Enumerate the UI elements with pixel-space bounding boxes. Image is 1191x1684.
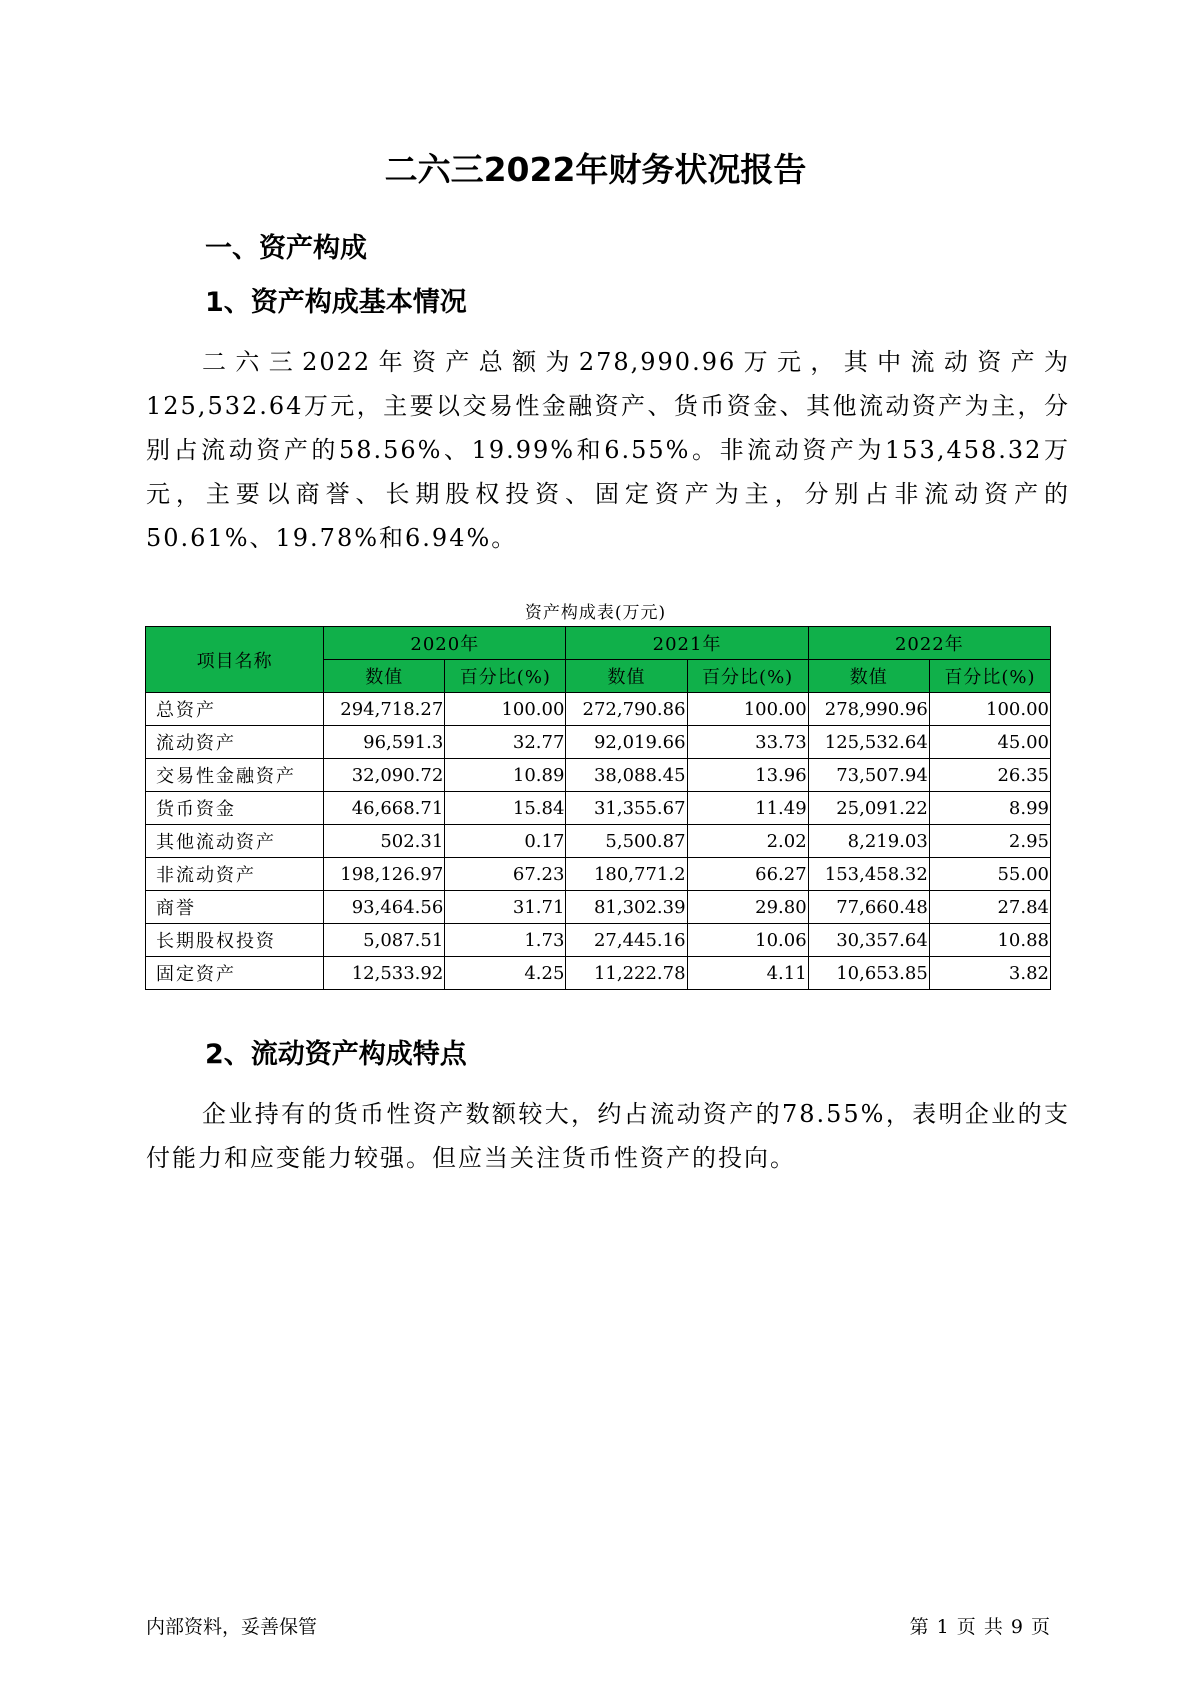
cell-value: 93,464.56 <box>324 891 445 924</box>
cell-value: 32,090.72 <box>324 759 445 792</box>
row-item-name: 长期股权投资 <box>146 924 324 957</box>
cell-percent: 45.00 <box>929 726 1050 759</box>
paragraph-basic: 二六三2022年资产总额为278,990.96万元，其中流动资产为125,532.64万元，主要以交易性金融资产、货币资金、其他流动资产为主，分别占流动资产的58.56%、19.99%和6.55%。非流动资产为153,458.32万元，主要以商誉、长期股权投资、固定资产为主，分别占非流动资产的50.61%、19.78%和6.94%。 <box>146 348 1070 552</box>
cell-value: 11,222.78 <box>566 957 687 990</box>
header-year-2021: 2021年 <box>566 627 808 660</box>
cell-percent: 26.35 <box>929 759 1050 792</box>
row-item-name: 商誉 <box>146 891 324 924</box>
cell-percent: 13.96 <box>687 759 808 792</box>
cell-value: 272,790.86 <box>566 693 687 726</box>
cell-value: 27,445.16 <box>566 924 687 957</box>
cell-value: 10,653.85 <box>808 957 929 990</box>
cell-value: 73,507.94 <box>808 759 929 792</box>
cell-percent: 11.49 <box>687 792 808 825</box>
section-heading-asset-composition: 一、资产构成 <box>205 233 367 264</box>
header-percent: 百分比(%) <box>929 660 1050 693</box>
cell-percent: 10.89 <box>445 759 566 792</box>
table-row <box>146 792 1051 825</box>
table-row <box>146 759 1051 792</box>
cell-value: 96,591.3 <box>324 726 445 759</box>
asset-composition-table <box>145 626 1051 990</box>
cell-percent: 31.71 <box>445 891 566 924</box>
header-value: 数值 <box>324 660 445 693</box>
cell-percent: 3.82 <box>929 957 1050 990</box>
cell-percent: 4.25 <box>445 957 566 990</box>
cell-value: 25,091.22 <box>808 792 929 825</box>
row-item-name: 总资产 <box>146 693 324 726</box>
header-value: 数值 <box>566 660 687 693</box>
cell-percent: 10.88 <box>929 924 1050 957</box>
cell-percent: 10.06 <box>687 924 808 957</box>
cell-percent: 4.11 <box>687 957 808 990</box>
row-item-name: 非流动资产 <box>146 858 324 891</box>
cell-percent: 33.73 <box>687 726 808 759</box>
cell-percent: 32.77 <box>445 726 566 759</box>
table-row <box>146 726 1051 759</box>
table-row <box>146 693 1051 726</box>
cell-value: 153,458.32 <box>808 858 929 891</box>
table-row <box>146 891 1051 924</box>
cell-value: 278,990.96 <box>808 693 929 726</box>
cell-percent: 2.95 <box>929 825 1050 858</box>
row-item-name: 货币资金 <box>146 792 324 825</box>
cell-value: 31,355.67 <box>566 792 687 825</box>
cell-percent: 100.00 <box>687 693 808 726</box>
cell-percent: 2.02 <box>687 825 808 858</box>
header-year-2020: 2020年 <box>324 627 566 660</box>
header-percent: 百分比(%) <box>687 660 808 693</box>
cell-percent: 100.00 <box>929 693 1050 726</box>
cell-percent: 29.80 <box>687 891 808 924</box>
footer-page-number: 第 1 页 共 9 页 <box>909 1616 1051 1638</box>
cell-value: 8,219.03 <box>808 825 929 858</box>
row-item-name: 流动资产 <box>146 726 324 759</box>
cell-percent: 8.99 <box>929 792 1050 825</box>
header-percent: 百分比(%) <box>445 660 566 693</box>
header-year-2022: 2022年 <box>808 627 1050 660</box>
row-item-name: 交易性金融资产 <box>146 759 324 792</box>
cell-percent: 67.23 <box>445 858 566 891</box>
cell-percent: 55.00 <box>929 858 1050 891</box>
cell-value: 46,668.71 <box>324 792 445 825</box>
subsection-heading-basic: 1、资产构成基本情况 <box>205 287 467 318</box>
cell-percent: 27.84 <box>929 891 1050 924</box>
row-item-name: 其他流动资产 <box>146 825 324 858</box>
paragraph-current-assets: 企业持有的货币性资产数额较大，约占流动资产的78.55%，表明企业的支付能力和应变能力较强。但应当关注货币性资产的投向。 <box>146 1100 1070 1172</box>
row-item-name: 固定资产 <box>146 957 324 990</box>
table-header-row-years <box>146 627 1051 660</box>
table-row <box>146 924 1051 957</box>
cell-value: 12,533.92 <box>324 957 445 990</box>
table-row <box>146 825 1051 858</box>
cell-value: 198,126.97 <box>324 858 445 891</box>
table-row <box>146 858 1051 891</box>
subsection-heading-current-assets: 2、流动资产构成特点 <box>205 1039 467 1070</box>
cell-percent: 100.00 <box>445 693 566 726</box>
cell-value: 180,771.2 <box>566 858 687 891</box>
cell-value: 81,302.39 <box>566 891 687 924</box>
cell-percent: 0.17 <box>445 825 566 858</box>
cell-value: 294,718.27 <box>324 693 445 726</box>
table-row <box>146 957 1051 990</box>
header-value: 数值 <box>808 660 929 693</box>
cell-value: 502.31 <box>324 825 445 858</box>
cell-percent: 1.73 <box>445 924 566 957</box>
table-caption: 资产构成表(万元) <box>524 603 667 623</box>
page-title: 二六三2022年财务状况报告 <box>384 150 807 189</box>
cell-value: 30,357.64 <box>808 924 929 957</box>
cell-value: 125,532.64 <box>808 726 929 759</box>
cell-value: 92,019.66 <box>566 726 687 759</box>
cell-value: 38,088.45 <box>566 759 687 792</box>
cell-value: 5,500.87 <box>566 825 687 858</box>
header-item-name: 项目名称 <box>146 627 324 693</box>
cell-percent: 15.84 <box>445 792 566 825</box>
cell-value: 77,660.48 <box>808 891 929 924</box>
cell-percent: 66.27 <box>687 858 808 891</box>
cell-value: 5,087.51 <box>324 924 445 957</box>
footer-confidential-note: 内部资料，妥善保管 <box>146 1616 318 1638</box>
